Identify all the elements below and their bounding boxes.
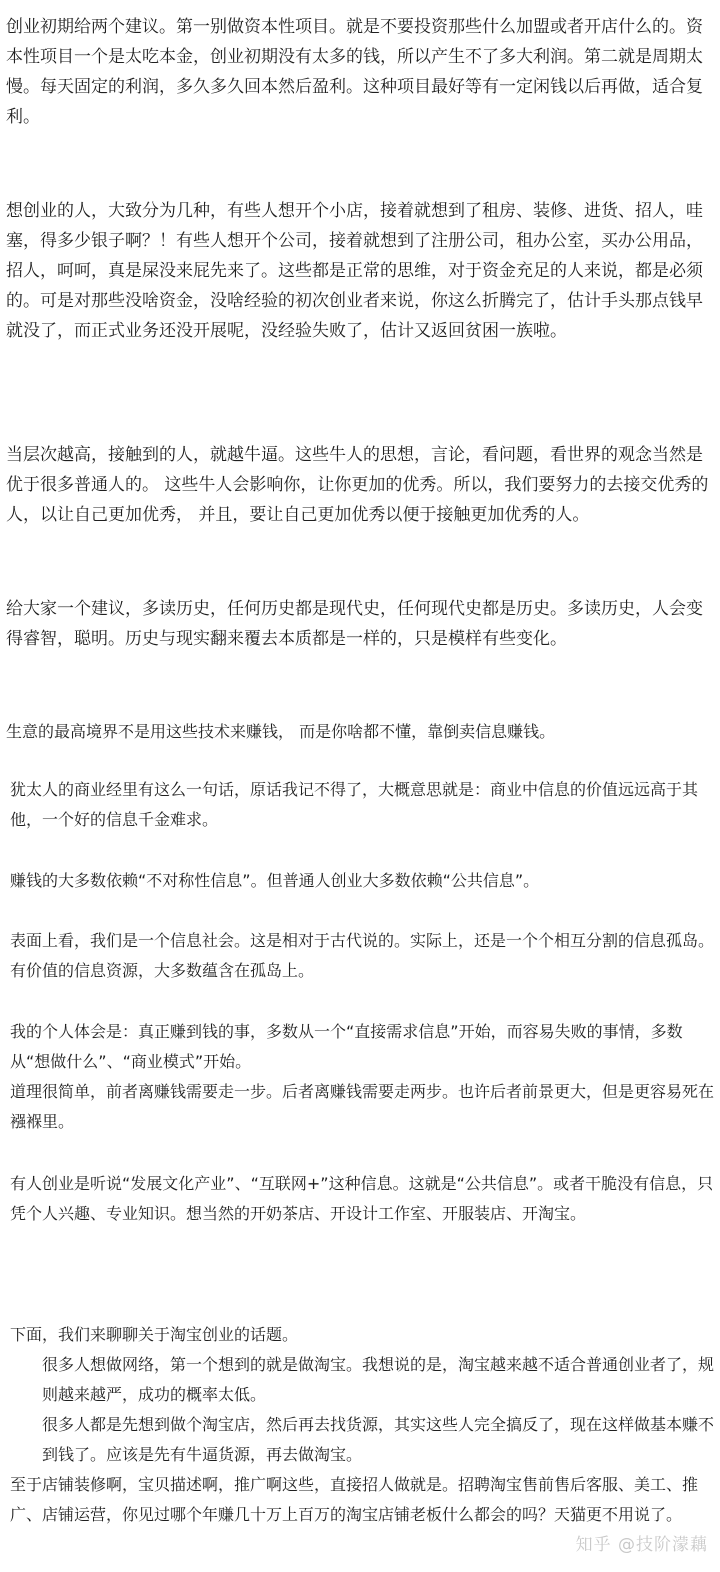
paragraph-jewish-saying: 犹太人的商业经里有这么一句话，原话我记不得了，大概意思就是：商业中信息的价值远远高于其他，一个好的信息千金难求。: [10, 780, 699, 829]
paragraph-social-circle: 当层次越高，接触到的人，就越牛逼。这些牛人的思想，言论，看问题，看世界的观念当然是优于很多普通人的。 这些牛人会影响你，让你更加的优秀。所以，我们要努力的去接交优秀的人，以让自己更加优秀， 并且，要让自己更加优秀以便于接触更加优秀的人。: [6, 445, 709, 525]
text-line: 道理很简单，前者离赚钱需要走一步。后者离赚钱需要走两步。也许后者前景更大，但是更容易死在襁褓里。: [10, 1082, 715, 1131]
paragraph-taobao-topic: [10, 1320, 714, 1530]
text-line: 至于店铺装修啊，宝贝描述啊，推广啊这些，直接招人做就是。招聘淘宝售前售后客服、美工、推广、店铺运营，你见过哪个年赚几十万上百万的淘宝店铺老板什么都会的吗？天猫更不用说了。: [10, 1475, 699, 1524]
text-line: 很多人都是先想到做个淘宝店，然后再去找货源，其实这些人完全搞反了，现在这样做基本赚不到钱了。应该是先有牛逼货源，再去做淘宝。: [42, 1415, 715, 1464]
paragraph-read-history: 给大家一个建议，多读历史，任何历史都是现代史，任何现代史都是历史。多读历史，人会变得睿智，聪明。历史与现实翻来覆去本质都是一样的，只是模样有些变化。: [6, 599, 703, 649]
paragraph-info-islands: 表面上看，我们是一个信息社会。这是相对于古代说的。实际上，还是一个个相互分割的信息孤岛。有价值的信息资源，大多数蕴含在孤岛上。: [10, 931, 715, 980]
text-line: 很多人想做网络，第一个想到的就是做淘宝。我想说的是，淘宝越来越不适合普通创业者了，规则越来越严，成功的概率太低。: [42, 1355, 715, 1404]
paragraph-capital-advice: 创业初期给两个建议。第一别做资本性项目。就是不要投资那些什么加盟或者开店什么的。资本性项目一个是太吃本金，创业初期没有太多的钱，所以产生不了多大利润。第二就是周期太慢。每天固定的利润，多久多久回本然后盈利。这种项目最好等有一定闲钱以后再做，适合复利。: [6, 17, 703, 127]
paragraph-business-realm: 生意的最高境界不是用这些技术来赚钱， 而是你啥都不懂，靠倒卖信息赚钱。: [6, 722, 556, 741]
text-line: 我的个人体会是：真正赚到钱的事，多数从一个“直接需求信息”开始，而容易失败的事情，多数从“想做什么”、“商业模式”开始。: [10, 1022, 683, 1071]
zhihu-watermark: 知乎 @技阶濛藕: [575, 1535, 708, 1555]
paragraph-asymmetric-info: 赚钱的大多数依赖“不对称性信息”。但普通人创业大多数依赖“公共信息”。: [10, 871, 540, 890]
paragraph-public-info: 有人创业是听说“发展文化产业”、“互联网+”这种信息。这就是“公共信息”。或者干脆没有信息，只凭个人兴趣、专业知识。想当然的开奶茶店、开设计工作室、开服装店、开淘宝。: [10, 1174, 714, 1223]
text-line: 下面，我们来聊聊关于淘宝创业的话题。: [10, 1325, 299, 1344]
paragraph-startup-types: 想创业的人，大致分为几种，有些人想开个小店，接着就想到了租房、装修、进货、招人，哇塞，得多少银子啊？！有些人想开个公司，接着就想到了注册公司，租办公室，买办公用品，招人，呵呵，真是屎没来屁先来了。这些都是正常的思维，对于资金充足的人来说，都是必须的。可是对那些没啥资金，没啥经验的初次创业者来说，你这么折腾完了，估计手头那点钱早就没了，而正式业务还没开展呢，没经验失败了，估计又返回贫困一族啦。: [6, 201, 703, 341]
paragraph-personal-experience: [10, 1017, 714, 1137]
